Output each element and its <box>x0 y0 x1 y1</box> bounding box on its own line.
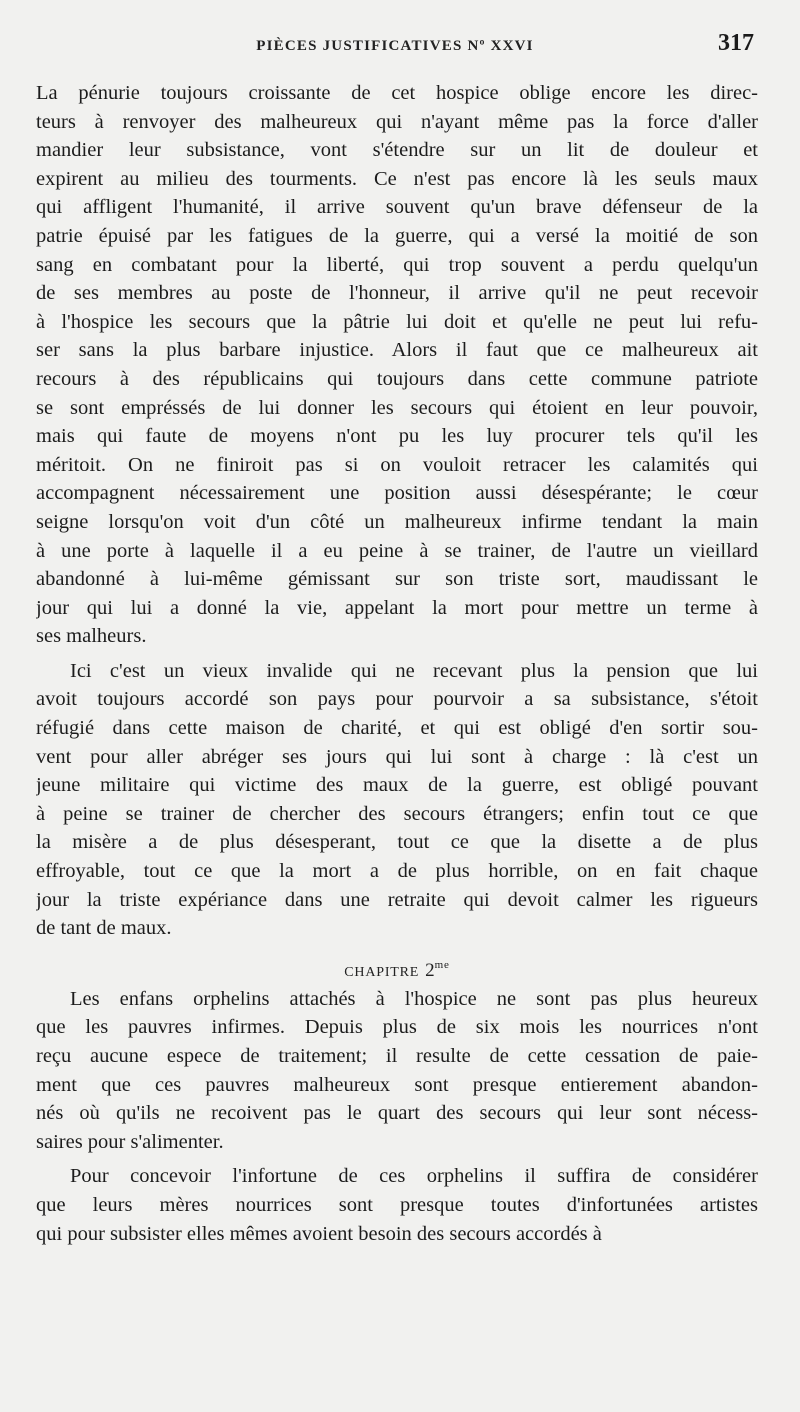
running-title: PIÈCES JUSTIFICATIVES Nº XXVI <box>256 38 534 54</box>
section-before-chapter <box>36 79 758 943</box>
text-line: mais qui faute de moyens n'ont pu les luy procurer tels qu'il les <box>36 425 758 448</box>
text-line: réfugié dans cette maison de charité, et qui est obligé d'en sortir sou- <box>36 717 758 740</box>
section-after-chapter <box>36 985 758 1248</box>
paragraph <box>36 657 758 943</box>
chapter-heading <box>36 943 758 985</box>
text-line: que les pauvres infirmes. Depuis plus de six mois les nourrices n'ont <box>36 1016 758 1039</box>
running-header <box>36 30 754 60</box>
paragraph <box>36 1162 758 1248</box>
text-line: teurs à renvoyer des malheureux qui n'ayant même pas la force d'aller <box>36 110 758 133</box>
text-line: Pour concevoir l'infortune de ces orphelins il suffira de considérer <box>70 1165 758 1188</box>
text-line: sang en combatant pour la liberté, qui trop souvent a perdu quelqu'un <box>36 253 758 276</box>
paragraph <box>36 79 758 651</box>
text-line: nés où qu'ils ne recoivent pas le quart des secours qui leur sont nécess- <box>36 1102 758 1125</box>
text-line: à peine se trainer de chercher des secours étrangers; enfin tout ce que <box>36 802 758 825</box>
text-line: accompagnent nécessairement une position aussi désespérante; le cœur <box>36 482 758 505</box>
text-line: saires pour s'alimenter. <box>36 1130 224 1153</box>
text-line: ment que ces pauvres malheureux sont presque entierement abandon- <box>36 1073 758 1096</box>
chapter-superscript: me <box>434 958 450 971</box>
text-line: qui pour subsister elles mêmes avoient besoin des secours accordés à <box>36 1222 602 1245</box>
body-text <box>36 79 758 1248</box>
text-line: Ici c'est un vieux invalide qui ne recevant plus la pension que lui <box>70 659 758 682</box>
text-line: effroyable, tout ce que la mort a de plus horrible, on en fait chaque <box>36 860 758 883</box>
chapter-number: 2 <box>425 959 435 981</box>
text-line: seigne lorsqu'on voit d'un côté un malheureux infirme tendant la main <box>36 510 758 533</box>
text-line: avoit toujours accordé son pays pour pourvoir a sa subsistance, s'étoit <box>36 688 758 711</box>
text-line: de tant de maux. <box>36 917 172 940</box>
text-line: jour qui lui a donné la vie, appelant la mort pour mettre un terme à <box>36 596 758 619</box>
text-line: jour la triste expériance dans une retraite qui devoit calmer les rigueurs <box>36 888 758 911</box>
text-line: mandier leur subsistance, vont s'étendre sur un lit de douleur et <box>36 139 758 162</box>
paragraph <box>36 985 758 1157</box>
text-line: reçu aucune espece de traitement; il resulte de cette cessation de paie- <box>36 1045 758 1067</box>
text-line: ses malheurs. <box>36 625 147 648</box>
text-line: que leurs mères nourrices sont presque toutes d'infortunées artistes <box>36 1193 758 1216</box>
text-line: se sont empréssés de lui donner les secours qui étoient en leur pouvoir, <box>36 396 758 419</box>
text-line: patrie épuisé par les fatigues de la guerre, qui a versé la moitié de son <box>36 224 758 247</box>
page-number: 317 <box>718 30 754 56</box>
text-line: abandonné à lui-même gémissant sur son triste sort, maudissant le <box>36 568 758 591</box>
text-line: jeune militaire qui victime des maux de la guerre, est obligé pouvant <box>36 774 758 797</box>
text-line: la misère a de plus désesperant, tout ce que la disette a de plus <box>36 831 758 854</box>
text-line: à l'hospice les secours que la pâtrie lui doit et qu'elle ne peut lui refu- <box>36 310 758 333</box>
text-line: ser sans la plus barbare injustice. Alors il faut que ce malheureux ait <box>36 339 758 362</box>
text-line: de ses membres au poste de l'honneur, il arrive qu'il ne peut recevoir <box>36 282 758 305</box>
text-line: qui affligent l'humanité, il arrive souvent qu'un brave défenseur de la <box>36 196 758 219</box>
text-line: expirent au milieu des tourments. Ce n'est pas encore là les seuls maux <box>36 167 758 190</box>
text-line: méritoit. On ne finiroit pas si on vouloit retracer les calamités qui <box>36 453 758 476</box>
chapter-label: CHAPITRE <box>344 964 420 980</box>
text-line: à une porte à laquelle il a eu peine à se trainer, de l'autre un vieillard <box>36 539 758 562</box>
text-line: La pénurie toujours croissante de cet hospice oblige encore les direc- <box>36 82 758 104</box>
text-line: recours à des républicains qui toujours dans cette commune patriote <box>36 367 758 390</box>
text-line: Les enfans orphelins attachés à l'hospice ne sont pas plus heureux <box>70 987 758 1010</box>
text-line: vent pour aller abréger ses jours qui lui sont à charge : là c'est un <box>36 745 758 768</box>
